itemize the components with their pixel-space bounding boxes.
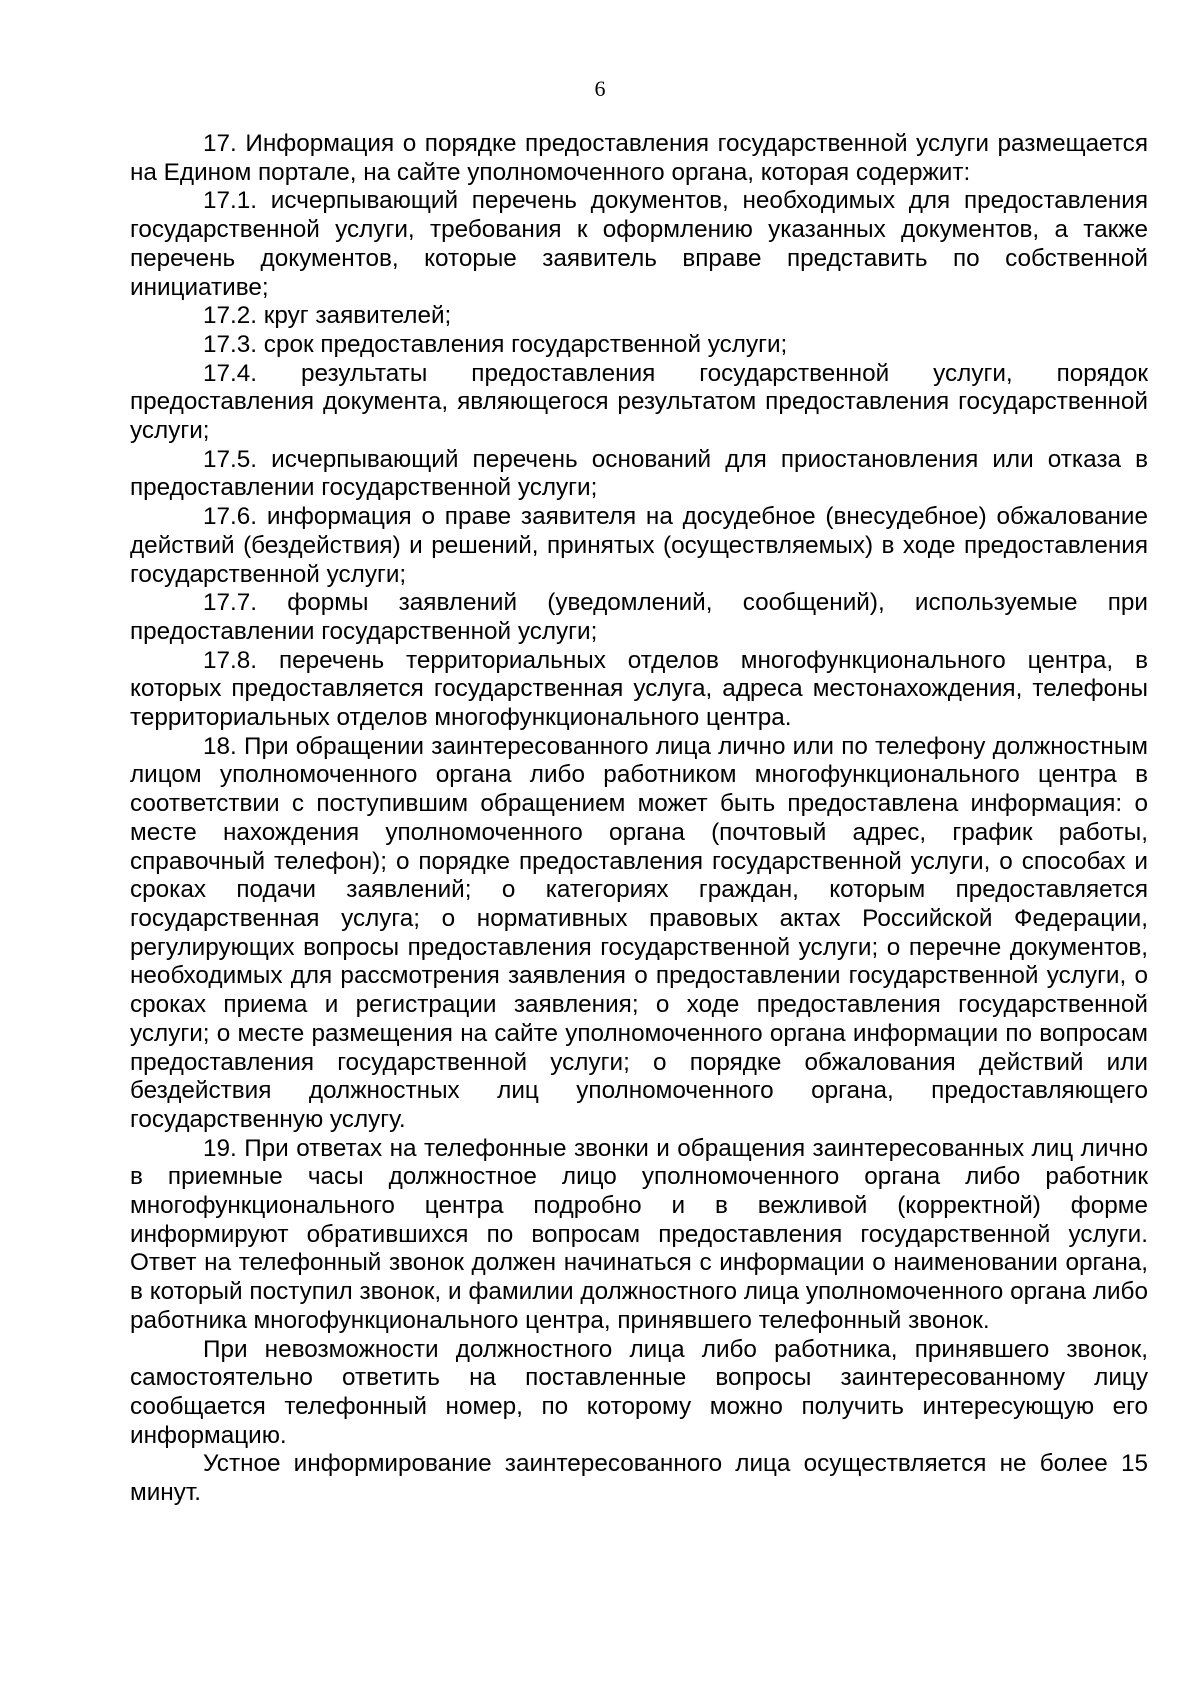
paragraph-17: 17. Информация о порядке предоставления государственной услуги размещается на Едином портале, на сайте уполномоченного органа, которая содержит: [130,130,1148,186]
page-number: 6 [594,76,606,101]
paragraph-17-5: 17.5. исчерпывающий перечень оснований для приостановления или отказа в предоставлении государственной услуги; [130,445,1148,502]
paragraph-17-4: 17.4. результаты предоставления государственной услуги, порядок предоставления документа, являющегося результатом предоставления государственной услуги; [130,359,1148,445]
paragraph-oral-informing: Устное информирование заинтересованного лица осуществляется не более 15 минут. [130,1450,1148,1507]
paragraph-17-6: 17.6. информация о праве заявителя на досудебное (внесудебное) обжалование действий (бездействия) и решений, принятых (осуществляемых) в ходе предоставления государственной услуги; [130,503,1148,588]
paragraph-18: 18. При обращении заинтересованного лица лично или по телефону должностным лицом уполномоченного органа либо работником многофункционального центра в соответствии с поступившим обращением может быть предоставлена информация: о месте нахождения уполномоченного органа (почтовый адрес, график работы, справочный телефон); о порядке предоставления государственной услуги, о способах и сроках подачи заявлений; о категориях граждан, которым предоставляется государственная услуга; о нормативных правовых актах Российской Федерации, регулирующих вопросы предоставления государственной услуги; о перечне документов, необходимых для рассмотрения заявления о предоставлении государственной услуги, о сроках приема и регистрации заявления; о ходе предоставления государственной услуги; о месте размещения на сайте уполномоченного органа информации по вопросам предоставления государственной услуги; о порядке обжалования действий или бездействия должностных лиц уполномоченного органа, предоставляющего государственную услугу. [130,732,1148,1133]
paragraph-17-7: 17.7. формы заявлений (уведомлений, сообщений), используемые при предоставлении государственной услуги; [130,589,1148,645]
paragraph-17-3: 17.3. срок предоставления государственной услуги; [203,330,788,358]
paragraph-17-2: 17.2. круг заявителей; [203,302,452,330]
paragraph-19: 19. При ответах на телефонные звонки и обращения заинтересованных лиц лично в приемные часы должностное лицо уполномоченного органа либо работник многофункционального центра подробно и в вежливой (корректной) форме информируют обратившихся по вопросам предоставления государственной услуги. Ответ на телефонный звонок должен начинаться с информации о наименовании органа, в который поступил звонок, и фамилии должностного лица уполномоченного органа либо работника многофункционального центра, принявшего телефонный звонок. [130,1134,1148,1334]
paragraph-19-continued: При невозможности должностного лица либо работника, принявшего звонок, самостоятельно ответить на поставленные вопросы заинтересованному лицу сообщается телефонный номер, по которому можно получить интересующую его информацию. [130,1335,1148,1449]
paragraph-17-1: 17.1. исчерпывающий перечень документов, необходимых для предоставления государственной услуги, требования к оформлению указанных документов, а также перечень документов, которые заявитель вправе представить по собственной инициативе; [130,187,1148,301]
paragraph-17-8: 17.8. перечень территориальных отделов многофункционального центра, в которых предоставляется государственная услуга, адреса местонахождения, телефоны территориальных отделов многофункционального центра. [130,646,1148,732]
document-body [130,130,1148,1508]
